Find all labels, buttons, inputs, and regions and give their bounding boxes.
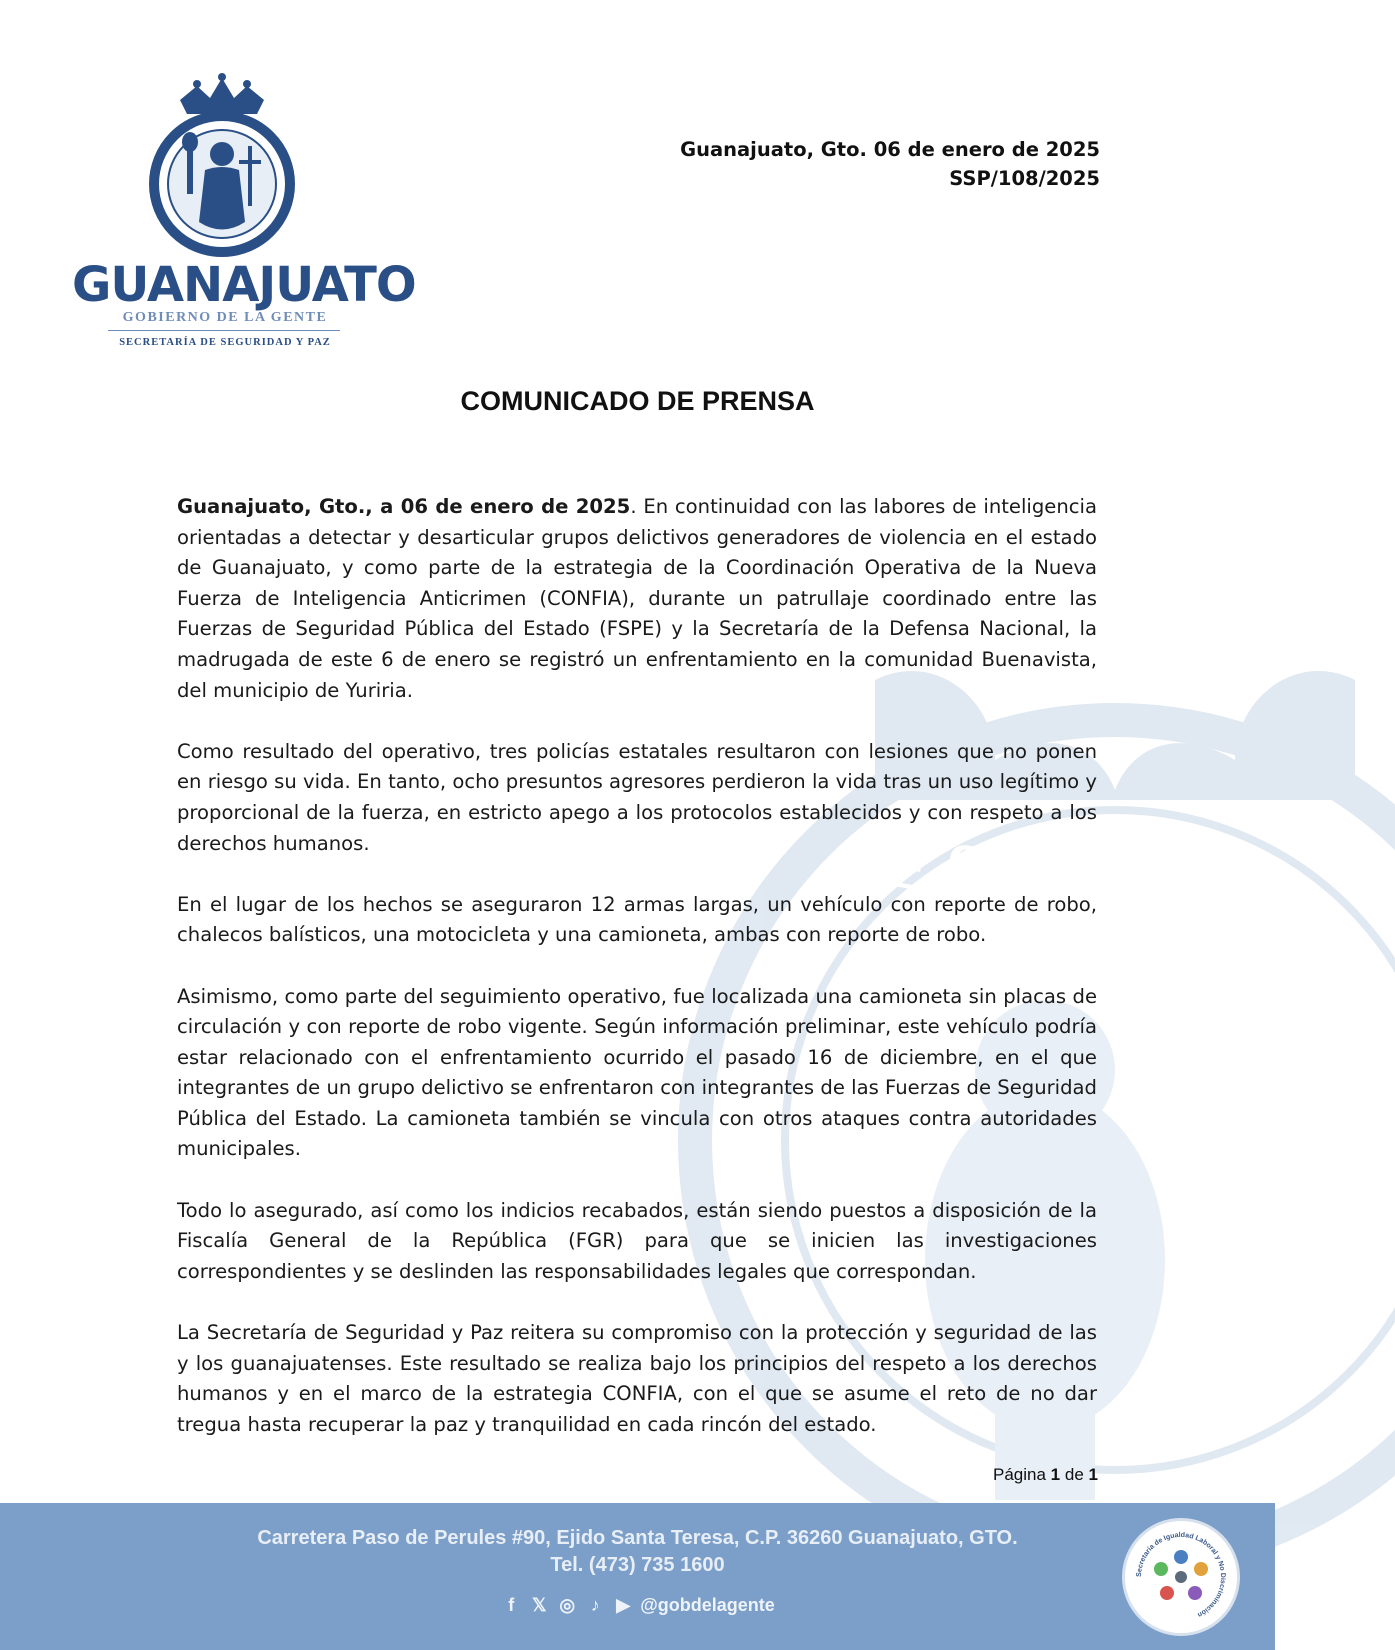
equality-badge-emblem-icon xyxy=(1125,1521,1237,1633)
equality-badge xyxy=(1122,1518,1240,1636)
instagram-icon[interactable]: ◎ xyxy=(559,1595,576,1615)
logo-title: GUANAJUATO xyxy=(72,257,416,313)
document-title: COMUNICADO DE PRENSA xyxy=(460,386,815,416)
footer-contact xyxy=(0,1525,1275,1579)
paragraph-3: En el lugar de los hechos se aseguraron 12 armas largas, un vehículo con reporte de robo, chalecos balísticos, una motocicleta y una camioneta, ambas con reporte de robo. xyxy=(177,892,1097,947)
social-handle[interactable]: @gobdelagente xyxy=(640,1595,775,1615)
header-meta xyxy=(680,135,1100,193)
x-icon[interactable]: 𝕏 xyxy=(531,1595,547,1615)
page-number xyxy=(993,1465,1098,1485)
paragraph-6: La Secretaría de Seguridad y Paz reitera su compromiso con la protección y seguridad de las y los guanajuatenses. Este resultado se realiza bajo los principios del respeto a los derechos humanos y en el marco de la estrategia CONFIA, con el que se asume el reto de no dar tregua hasta recuperar la paz y tranquilidad en cada rincón del estado. xyxy=(177,1321,1097,1436)
facebook-icon[interactable]: f xyxy=(508,1595,515,1615)
youtube-icon[interactable]: ▶ xyxy=(616,1595,631,1615)
badge-ring-text: Secretaría de Igualdad Laboral y No Discriminación xyxy=(1135,1531,1227,1619)
watermark-text: ESTADO D xyxy=(875,814,1349,982)
state-seal-icon xyxy=(135,72,310,257)
footer-address: Carretera Paso de Perules #90, Ejido Santa Teresa, C.P. 36260 Guanajuato, GTO. xyxy=(257,1527,1018,1549)
lead-dateline: Guanajuato, Gto., a 06 de enero de 2025 xyxy=(177,495,631,518)
paragraph-1 xyxy=(177,492,1097,706)
footer-phone: Tel. (473) 735 1600 xyxy=(550,1554,725,1576)
paragraph-4: Asimismo, como parte del seguimiento operativo, fue localizada una camioneta sin placas de circulación y con reporte de robo vigente. Según información preliminar, este vehículo podría estar relacionado con el enfrentamiento ocurrido el pasado 16 de diciembre, en el que integrantes de un grupo delictivo se enfrentaron con integrantes de las Fuerzas de Seguridad Pública del Estado. La camioneta también se vincula con otros ataques contra autoridades municipales. xyxy=(177,984,1097,1161)
logo-divider xyxy=(108,330,340,331)
paragraph-2: Como resultado del operativo, tres policías estatales resultaron con lesiones que no ponen en riesgo su vida. En tanto, ocho presuntos agresores perdieron la vida tras un uso legítimo y proporcional de la fuerza, en estricto apego a los protocolos establecidos y con respeto a los derechos humanos. xyxy=(177,739,1097,855)
logo-subtitle: GOBIERNO DE LA GENTE xyxy=(122,310,328,325)
logo-department: SECRETARÍA DE SEGURIDAD Y PAZ xyxy=(119,337,331,348)
tiktok-icon[interactable]: ♪ xyxy=(590,1595,600,1615)
guanajuato-logo xyxy=(70,72,416,362)
paragraph-5: Todo lo asegurado, así como los indicios recabados, están siendo puestos a disposición de la Fiscalía General de la República (FGR) para que se inicien las investigaciones correspondientes y se deslinden las responsabilidades legales que correspondan. xyxy=(177,1198,1097,1283)
page-separator: de xyxy=(1064,1465,1084,1484)
social-links xyxy=(0,1595,1275,1616)
page-prefix: Página xyxy=(993,1465,1046,1484)
document-body xyxy=(177,492,1097,1471)
footer-bar xyxy=(0,1503,1275,1650)
page-total: 1 xyxy=(1088,1465,1098,1484)
place-date: Guanajuato, Gto. 06 de enero de 2025 xyxy=(680,138,1100,161)
page-current: 1 xyxy=(1050,1465,1061,1484)
reference-number: SSP/108/2025 xyxy=(949,167,1100,190)
paragraph-1-text: . En continuidad con las labores de inteligencia orientadas a detectar y desarticular grupos delictivos generadores de violencia en el estado de Guanajuato, y como parte de la estrategia de la Coordinación Operativa de la Nueva Fuerza de Inteligencia Anticrimen (CONFIA), durante un patrullaje coordinado entre las Fuerzas de Seguridad Pública del Estado (FSPE) y la Secretaría de la Defensa Nacional, la madrugada de este 6 de enero se registró un enfrentamiento en la comunidad Buenavista, del municipio de Yuriria. xyxy=(177,495,1097,702)
